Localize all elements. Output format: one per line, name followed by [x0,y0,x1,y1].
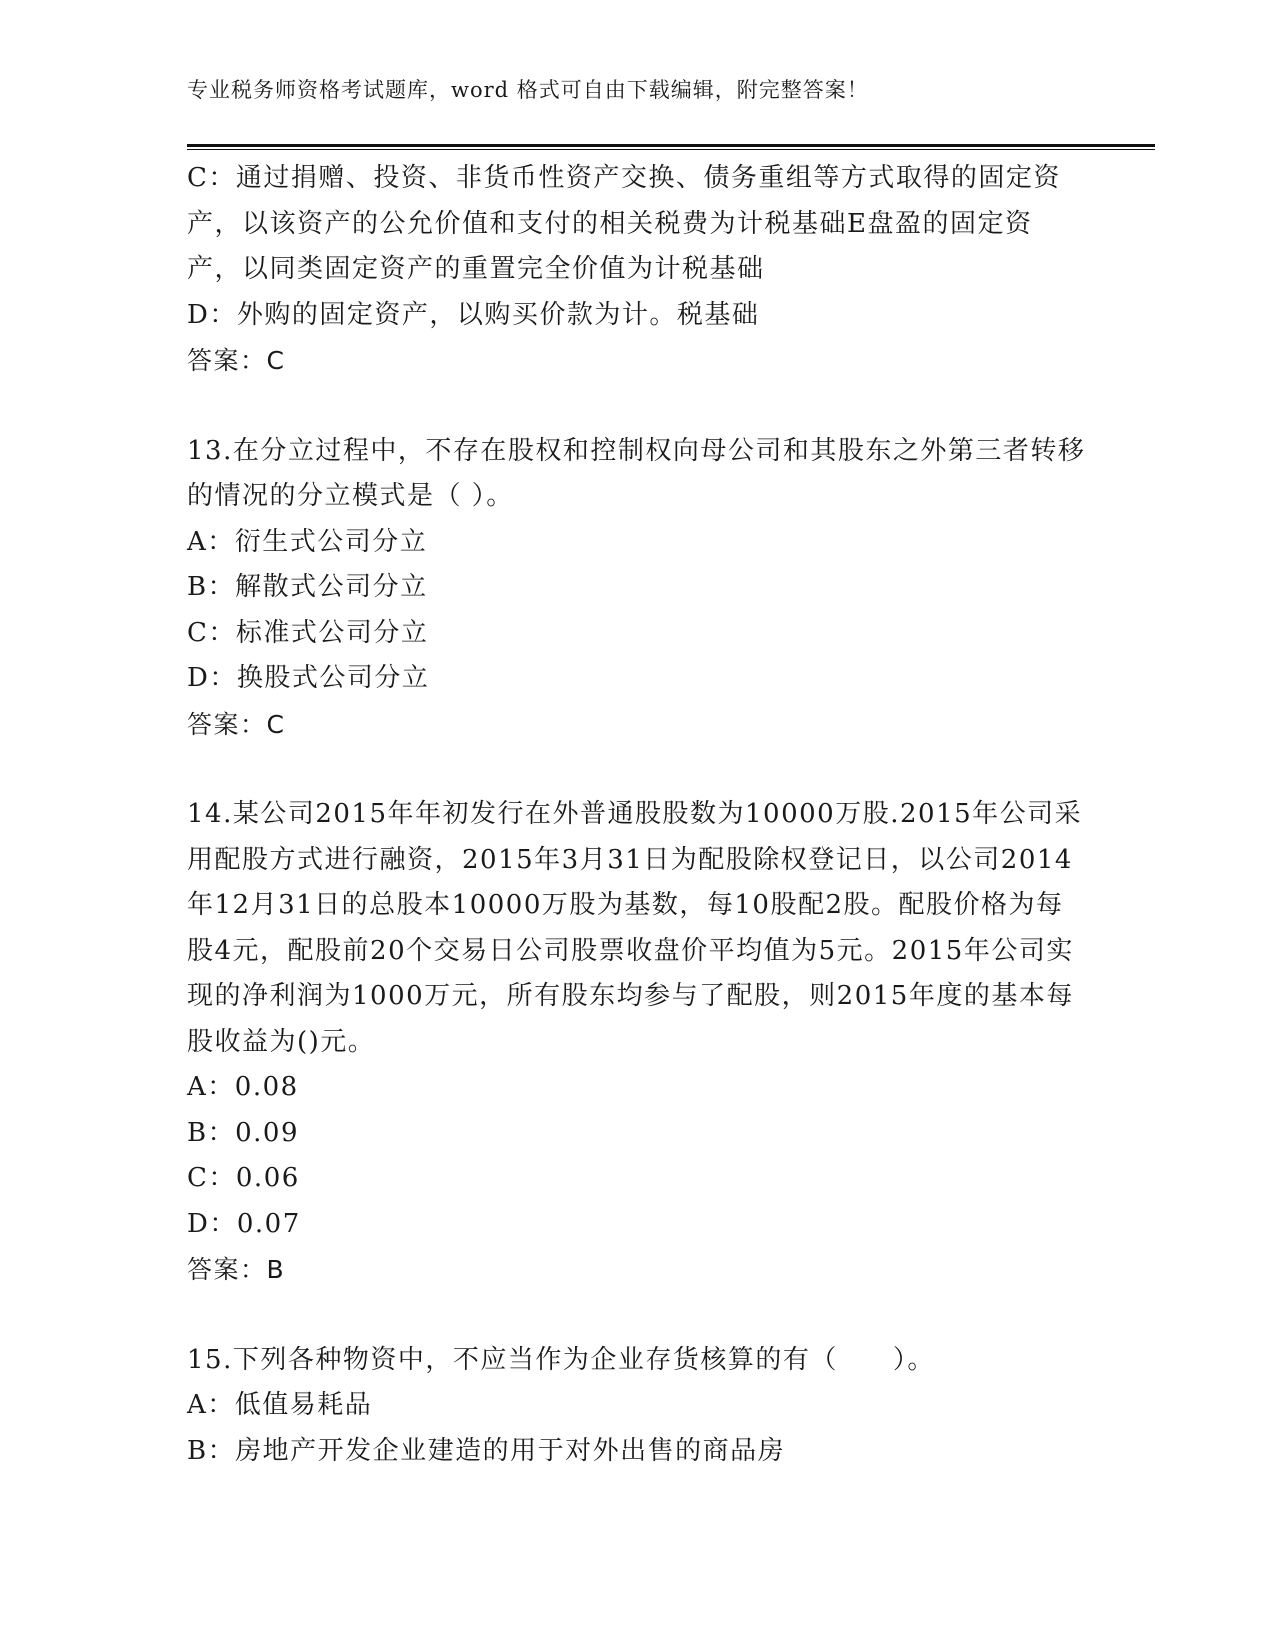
spacer [187,384,1087,429]
q13-option-b: B：解散式公司分立 [187,572,428,602]
header-rule [187,144,1155,150]
q14-option-d: D：0.07 [187,1208,301,1239]
q12-option-c: C：通过捐赠、投资、非货币性资产交换、债务重组等方式取得的固定资产，以该资产的公允价值和支付的相关税费为计税基础E盘盈的固定资产，以同类固定资产的重置完全价值为计税基础 [187,163,1061,284]
spacer [187,747,1087,792]
q14-option-b: B：0.09 [187,1117,299,1148]
spacer [187,1293,1087,1338]
question-content [187,156,1087,1474]
q14-stem: 14.某公司2015年年初发行在外普通股股数为10000万股.2015年公司采用配股方式进行融资，2015年3月31日为配股除权登记日，以公司2014年12月31日的总股本10000万股为基数，每10股配2股。配股价格为每股4元，配股前20个交易日公司股票收盘价平均值为5元。2015年公司实现的净利润为1000万元，所有股东均参与了配股，则2015年度的基本每股收益为()元。 [187,799,1083,1057]
q13-option-d: D：换股式公司分立 [187,663,430,693]
q15-stem: 15.下列各种物资中，不应当作为企业存货核算的有（ ）。 [187,1344,935,1375]
q13-stem: 13.在分立过程中，不存在股权和控制权向母公司和其股东之外第三者转移的情况的分立模式是（ ）。 [187,435,1086,511]
q13-option-a: A：衍生式公司分立 [187,526,428,557]
q15-option-a: A：低值易耗品 [187,1390,373,1420]
q14-answer: 答案：B [187,1255,286,1284]
q13-option-c: C：标准式公司分立 [187,617,429,648]
q12-option-d: D：外购的固定资产，以购买价款为计。税基础 [187,299,760,330]
q14-option-c: C：0.06 [187,1163,300,1193]
q12-answer: 答案：C [187,346,286,375]
page-header: 专业税务师资格考试题库，word 格式可自由下载编辑，附完整答案！ [187,78,869,102]
q13-answer: 答案：C [187,709,286,739]
q15-option-b: B：房地产开发企业建造的用于对外出售的商品房 [187,1435,786,1466]
q14-option-a: A：0.08 [187,1072,299,1102]
